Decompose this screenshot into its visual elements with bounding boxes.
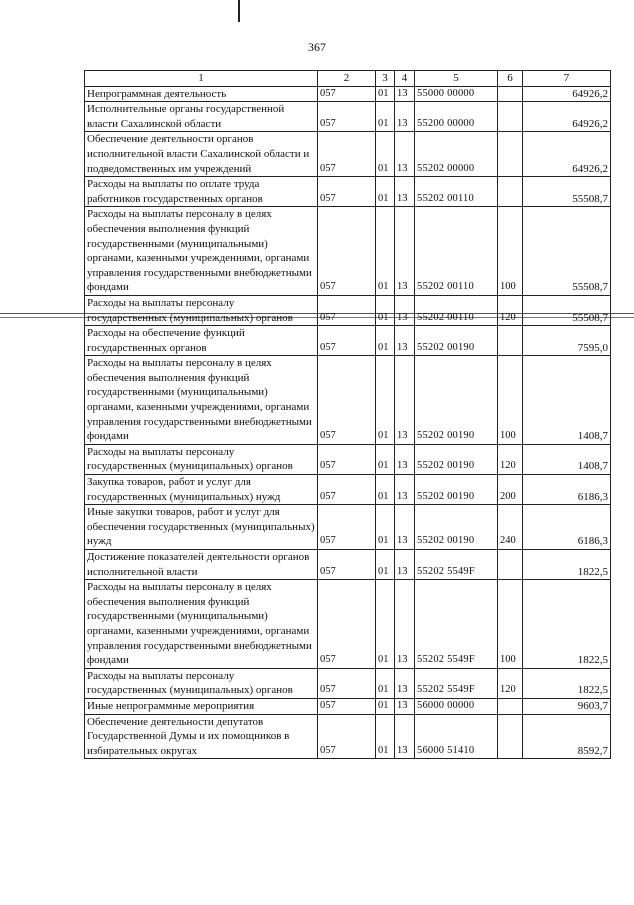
row-expense-type-cell: 120 bbox=[498, 668, 523, 698]
row-admin-code-cell: 057 bbox=[318, 475, 376, 505]
row-subsection-cell: 13 bbox=[395, 102, 415, 132]
row-target-article-cell: 55000 00000 bbox=[415, 86, 498, 102]
row-expense-type-cell bbox=[498, 86, 523, 102]
table-row bbox=[85, 714, 611, 759]
table-row bbox=[85, 475, 611, 505]
table-row bbox=[85, 505, 611, 550]
row-section-cell: 01 bbox=[376, 177, 395, 207]
row-admin-code-cell: 057 bbox=[318, 326, 376, 356]
row-amount-cell: 1822,5 bbox=[523, 668, 611, 698]
row-target-article-cell: 55202 00190 bbox=[415, 326, 498, 356]
row-subsection-cell: 13 bbox=[395, 132, 415, 177]
row-amount-cell: 55508,7 bbox=[523, 177, 611, 207]
table-row bbox=[85, 698, 611, 714]
row-name-cell: Непрограммная деятельность bbox=[85, 86, 318, 102]
row-expense-type-cell: 240 bbox=[498, 505, 523, 550]
header-cell: 7 bbox=[523, 71, 611, 87]
row-expense-type-cell bbox=[498, 102, 523, 132]
row-admin-code-cell: 057 bbox=[318, 295, 376, 325]
row-target-article-cell: 55200 00000 bbox=[415, 102, 498, 132]
row-expense-type-cell: 200 bbox=[498, 475, 523, 505]
row-admin-code-cell: 057 bbox=[318, 356, 376, 445]
row-expense-type-cell bbox=[498, 132, 523, 177]
table-row bbox=[85, 356, 611, 445]
row-name-cell: Расходы на выплаты персоналу государственных (муниципальных) органов bbox=[85, 668, 318, 698]
header-cell: 1 bbox=[85, 71, 318, 87]
row-target-article-cell: 55202 00110 bbox=[415, 207, 498, 296]
row-name-cell: Иные непрограммные мероприятия bbox=[85, 698, 318, 714]
row-section-cell: 01 bbox=[376, 475, 395, 505]
row-section-cell: 01 bbox=[376, 668, 395, 698]
header-cell: 4 bbox=[395, 71, 415, 87]
table-row bbox=[85, 295, 611, 325]
row-section-cell: 01 bbox=[376, 356, 395, 445]
row-amount-cell: 1822,5 bbox=[523, 550, 611, 580]
row-admin-code-cell: 057 bbox=[318, 86, 376, 102]
row-target-article-cell: 55202 5549F bbox=[415, 580, 498, 669]
header-cell: 3 bbox=[376, 71, 395, 87]
header-cell: 2 bbox=[318, 71, 376, 87]
row-name-cell: Достижение показателей деятельности органов исполнительной власти bbox=[85, 550, 318, 580]
row-admin-code-cell: 057 bbox=[318, 132, 376, 177]
row-expense-type-cell: 100 bbox=[498, 580, 523, 669]
row-name-cell: Закупка товаров, работ и услуг для государственных (муниципальных) нужд bbox=[85, 475, 318, 505]
row-admin-code-cell: 057 bbox=[318, 550, 376, 580]
row-amount-cell: 6186,3 bbox=[523, 505, 611, 550]
row-target-article-cell: 55202 00190 bbox=[415, 475, 498, 505]
row-subsection-cell: 13 bbox=[395, 475, 415, 505]
row-subsection-cell: 13 bbox=[395, 714, 415, 759]
row-admin-code-cell: 057 bbox=[318, 207, 376, 296]
table-row bbox=[85, 86, 611, 102]
row-admin-code-cell: 057 bbox=[318, 698, 376, 714]
row-section-cell: 01 bbox=[376, 295, 395, 325]
row-admin-code-cell: 057 bbox=[318, 505, 376, 550]
scan-artifact-mark bbox=[238, 0, 240, 22]
row-target-article-cell: 55202 5549F bbox=[415, 550, 498, 580]
row-subsection-cell: 13 bbox=[395, 326, 415, 356]
row-section-cell: 01 bbox=[376, 550, 395, 580]
budget-table bbox=[84, 70, 611, 759]
row-name-cell: Обеспечение деятельности депутатов Государственной Думы и их помощников в избирательных округах bbox=[85, 714, 318, 759]
row-admin-code-cell: 057 bbox=[318, 444, 376, 474]
row-name-cell: Расходы на обеспечение функций государственных органов bbox=[85, 326, 318, 356]
row-subsection-cell: 13 bbox=[395, 444, 415, 474]
row-section-cell: 01 bbox=[376, 714, 395, 759]
row-expense-type-cell: 100 bbox=[498, 207, 523, 296]
row-amount-cell: 64926,2 bbox=[523, 132, 611, 177]
row-amount-cell: 64926,2 bbox=[523, 102, 611, 132]
row-admin-code-cell: 057 bbox=[318, 668, 376, 698]
row-name-cell: Обеспечение деятельности органов исполнительной власти Сахалинской области и подведомственных им учреждений bbox=[85, 132, 318, 177]
row-name-cell: Исполнительные органы государственной власти Сахалинской области bbox=[85, 102, 318, 132]
row-section-cell: 01 bbox=[376, 580, 395, 669]
row-admin-code-cell: 057 bbox=[318, 177, 376, 207]
row-section-cell: 01 bbox=[376, 505, 395, 550]
header-cell: 6 bbox=[498, 71, 523, 87]
row-target-article-cell: 55202 00190 bbox=[415, 356, 498, 445]
table-row bbox=[85, 444, 611, 474]
row-section-cell: 01 bbox=[376, 698, 395, 714]
row-admin-code-cell: 057 bbox=[318, 580, 376, 669]
row-name-cell: Расходы на выплаты персоналу в целях обеспечения выполнения функций государственными (муниципальными) органами, казенными учреждениями, органами управления государственными внебюджетными фондами bbox=[85, 580, 318, 669]
row-section-cell: 01 bbox=[376, 207, 395, 296]
row-amount-cell: 6186,3 bbox=[523, 475, 611, 505]
row-target-article-cell: 55202 5549F bbox=[415, 668, 498, 698]
row-section-cell: 01 bbox=[376, 86, 395, 102]
row-subsection-cell: 13 bbox=[395, 177, 415, 207]
table-row bbox=[85, 668, 611, 698]
row-amount-cell: 64926,2 bbox=[523, 86, 611, 102]
row-name-cell: Расходы на выплаты персоналу в целях обеспечения выполнения функций государственными (муниципальными) органами, казенными учреждениями, органами управления государственными внебюджетными фондами bbox=[85, 207, 318, 296]
row-admin-code-cell: 057 bbox=[318, 714, 376, 759]
table-row bbox=[85, 207, 611, 296]
row-target-article-cell: 56000 00000 bbox=[415, 698, 498, 714]
row-subsection-cell: 13 bbox=[395, 207, 415, 296]
row-amount-cell: 55508,7 bbox=[523, 207, 611, 296]
row-expense-type-cell bbox=[498, 550, 523, 580]
table-row bbox=[85, 132, 611, 177]
row-target-article-cell: 55202 00190 bbox=[415, 505, 498, 550]
row-target-article-cell: 55202 00000 bbox=[415, 132, 498, 177]
row-name-cell: Расходы на выплаты по оплате труда работников государственных органов bbox=[85, 177, 318, 207]
row-expense-type-cell: 100 bbox=[498, 356, 523, 445]
row-amount-cell: 55508,7 bbox=[523, 295, 611, 325]
table-row bbox=[85, 102, 611, 132]
row-name-cell: Расходы на выплаты персоналу государственных (муниципальных) органов bbox=[85, 444, 318, 474]
table-header-row bbox=[85, 71, 611, 87]
row-target-article-cell: 55202 00110 bbox=[415, 177, 498, 207]
row-target-article-cell: 56000 51410 bbox=[415, 714, 498, 759]
row-expense-type-cell bbox=[498, 698, 523, 714]
row-name-cell: Расходы на выплаты персоналу государственных (муниципальных) органов bbox=[85, 295, 318, 325]
row-expense-type-cell: 120 bbox=[498, 295, 523, 325]
row-section-cell: 01 bbox=[376, 132, 395, 177]
table-row bbox=[85, 550, 611, 580]
row-subsection-cell: 13 bbox=[395, 505, 415, 550]
row-amount-cell: 1822,5 bbox=[523, 580, 611, 669]
row-admin-code-cell: 057 bbox=[318, 102, 376, 132]
row-subsection-cell: 13 bbox=[395, 86, 415, 102]
row-target-article-cell: 55202 00190 bbox=[415, 444, 498, 474]
row-target-article-cell: 55202 00110 bbox=[415, 295, 498, 325]
row-amount-cell: 9603,7 bbox=[523, 698, 611, 714]
row-expense-type-cell: 120 bbox=[498, 444, 523, 474]
table-row bbox=[85, 580, 611, 669]
row-subsection-cell: 13 bbox=[395, 295, 415, 325]
row-subsection-cell: 13 bbox=[395, 698, 415, 714]
row-section-cell: 01 bbox=[376, 444, 395, 474]
row-subsection-cell: 13 bbox=[395, 668, 415, 698]
row-amount-cell: 8592,7 bbox=[523, 714, 611, 759]
row-subsection-cell: 13 bbox=[395, 580, 415, 669]
row-name-cell: Расходы на выплаты персоналу в целях обеспечения выполнения функций государственными (муниципальными) органами, казенными учреждениями, органами управления государственными внебюджетными фондами bbox=[85, 356, 318, 445]
row-section-cell: 01 bbox=[376, 102, 395, 132]
row-amount-cell: 7595,0 bbox=[523, 326, 611, 356]
row-amount-cell: 1408,7 bbox=[523, 444, 611, 474]
row-section-cell: 01 bbox=[376, 326, 395, 356]
table-row bbox=[85, 177, 611, 207]
row-expense-type-cell bbox=[498, 326, 523, 356]
row-amount-cell: 1408,7 bbox=[523, 356, 611, 445]
row-name-cell: Иные закупки товаров, работ и услуг для обеспечения государственных (муниципальных) нужд bbox=[85, 505, 318, 550]
row-subsection-cell: 13 bbox=[395, 356, 415, 445]
header-cell: 5 bbox=[415, 71, 498, 87]
page-number: 367 bbox=[308, 40, 326, 54]
row-expense-type-cell bbox=[498, 177, 523, 207]
row-expense-type-cell bbox=[498, 714, 523, 759]
table-row bbox=[85, 326, 611, 356]
row-subsection-cell: 13 bbox=[395, 550, 415, 580]
